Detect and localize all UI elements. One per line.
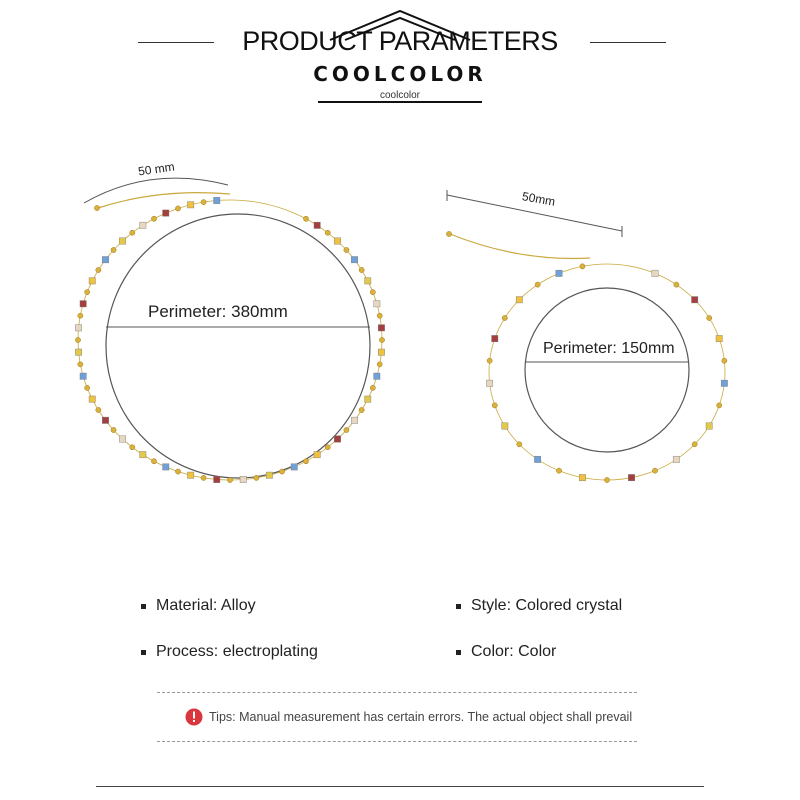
- gold-bead: [370, 290, 375, 295]
- crystal-bead: [75, 325, 81, 331]
- gold-bead: [722, 358, 727, 363]
- gold-bead: [556, 468, 561, 473]
- gold-bead: [379, 337, 384, 342]
- gold-bead: [78, 313, 83, 318]
- crystal-bead: [187, 472, 193, 478]
- param-process-text: Process: electroplating: [156, 643, 318, 660]
- gold-bead: [75, 337, 80, 342]
- crystal-bead: [266, 472, 272, 478]
- necklace-perimeter-label: Perimeter: 380mm: [148, 302, 288, 321]
- crystal-bead: [706, 423, 712, 429]
- gold-bead: [359, 407, 364, 412]
- crystal-bead: [334, 436, 340, 442]
- crystal-bead: [214, 197, 220, 203]
- crystal-bead: [492, 335, 498, 341]
- gold-bead: [492, 403, 497, 408]
- crystal-bead: [314, 451, 320, 457]
- crystal-bead: [214, 476, 220, 482]
- gold-bead: [344, 247, 349, 252]
- gold-bead: [151, 216, 156, 221]
- tip-divider-bottom: [157, 741, 637, 742]
- page-title: PRODUCT PARAMETERS: [242, 26, 558, 56]
- gold-bead: [344, 427, 349, 432]
- crystal-bead: [163, 210, 169, 216]
- necklace-extender-dimension: [84, 178, 228, 203]
- bullet-icon: [141, 604, 146, 609]
- crystal-bead: [75, 349, 81, 355]
- bracelet-chain-line: [489, 264, 725, 480]
- crystal-bead: [556, 270, 562, 276]
- necklace-chain: [75, 193, 384, 483]
- gold-bead: [78, 362, 83, 367]
- gold-bead: [130, 230, 135, 235]
- gold-bead: [717, 403, 722, 408]
- crystal-bead: [365, 396, 371, 402]
- brand-logo: COOLCOLOR: [313, 62, 487, 86]
- gold-bead: [96, 407, 101, 412]
- gold-bead: [652, 468, 657, 473]
- crystal-bead: [89, 396, 95, 402]
- bullet-icon: [141, 650, 146, 655]
- brand-subtitle: coolcolor: [379, 90, 421, 101]
- necklace-extender-label: 50 mm: [137, 159, 176, 179]
- gold-bead: [517, 442, 522, 447]
- gold-bead: [325, 445, 330, 450]
- param-style: [456, 597, 622, 615]
- gold-bead: [94, 205, 99, 210]
- crystal-bead: [314, 222, 320, 228]
- crystal-bead: [163, 464, 169, 470]
- crystal-bead: [140, 451, 146, 457]
- necklace-perimeter-circle: [106, 214, 370, 478]
- gold-bead: [377, 362, 382, 367]
- gold-bead: [303, 216, 308, 221]
- gold-bead: [674, 282, 679, 287]
- necklace-extender-chain: [98, 193, 230, 208]
- crystal-bead: [119, 238, 125, 244]
- crystal-bead: [716, 335, 722, 341]
- gold-bead: [254, 475, 259, 480]
- bullet-icon: [456, 604, 461, 609]
- crystal-bead: [673, 456, 679, 462]
- param-process: [141, 643, 318, 661]
- gold-bead: [446, 231, 451, 236]
- gold-bead: [604, 477, 609, 482]
- crystal-bead: [89, 278, 95, 284]
- tip-text: Tips: Manual measurement has certain errors. The actual object shall prevail: [209, 710, 633, 724]
- gold-bead: [175, 469, 180, 474]
- tip-notice: [185, 708, 632, 726]
- gold-bead: [201, 200, 206, 205]
- gold-bead: [201, 475, 206, 480]
- gold-bead: [303, 459, 308, 464]
- tip-divider-top: [157, 692, 637, 693]
- param-style-text: Style: Colored crystal: [471, 597, 623, 614]
- gold-bead: [85, 385, 90, 390]
- param-color: [456, 643, 556, 661]
- crystal-bead: [334, 238, 340, 244]
- crystal-bead: [291, 464, 297, 470]
- crystal-bead: [486, 380, 492, 386]
- footer-rule: [96, 786, 704, 787]
- crystal-bead: [102, 417, 108, 423]
- crystal-bead: [140, 222, 146, 228]
- crystal-bead: [516, 297, 522, 303]
- crystal-bead: [534, 456, 540, 462]
- gold-bead: [111, 427, 116, 432]
- param-material-text: Material: Alloy: [156, 597, 256, 614]
- gold-bead: [151, 459, 156, 464]
- gold-bead: [175, 206, 180, 211]
- crystal-bead: [351, 417, 357, 423]
- gold-bead: [227, 477, 232, 482]
- crystal-bead: [691, 297, 697, 303]
- gold-bead: [487, 358, 492, 363]
- crystal-bead: [80, 301, 86, 307]
- gold-bead: [370, 385, 375, 390]
- gold-bead: [85, 290, 90, 295]
- crystal-bead: [652, 270, 658, 276]
- gold-bead: [279, 469, 284, 474]
- gold-bead: [130, 445, 135, 450]
- crystal-bead: [502, 423, 508, 429]
- gold-bead: [502, 315, 507, 320]
- gold-bead: [111, 247, 116, 252]
- crystal-bead: [378, 349, 384, 355]
- crystal-bead: [628, 474, 634, 480]
- crystal-bead: [374, 373, 380, 379]
- gold-bead: [377, 313, 382, 318]
- param-color-text: Color: Color: [471, 643, 557, 660]
- crystal-bead: [80, 373, 86, 379]
- warning-icon: [185, 708, 203, 726]
- crystal-bead: [579, 474, 585, 480]
- crystal-bead: [119, 436, 125, 442]
- crystal-bead: [374, 301, 380, 307]
- bracelet-perimeter-circle: [525, 288, 689, 452]
- gold-bead: [692, 442, 697, 447]
- gold-bead: [325, 230, 330, 235]
- gold-bead: [580, 264, 585, 269]
- crystal-bead: [351, 256, 357, 262]
- gold-bead: [359, 267, 364, 272]
- crystal-bead: [187, 202, 193, 208]
- bullet-icon: [456, 650, 461, 655]
- crystal-bead: [365, 278, 371, 284]
- bracelet-extender-label: 50mm: [521, 189, 557, 209]
- crystal-bead: [378, 325, 384, 331]
- gold-bead: [96, 267, 101, 272]
- bracelet-extender-chain: [450, 234, 590, 259]
- param-material: [141, 597, 256, 615]
- bracelet-perimeter-label: Perimeter: 150mm: [543, 340, 675, 357]
- crystal-bead: [721, 380, 727, 386]
- crystal-bead: [102, 256, 108, 262]
- crystal-bead: [240, 476, 246, 482]
- gold-bead: [707, 315, 712, 320]
- gold-bead: [535, 282, 540, 287]
